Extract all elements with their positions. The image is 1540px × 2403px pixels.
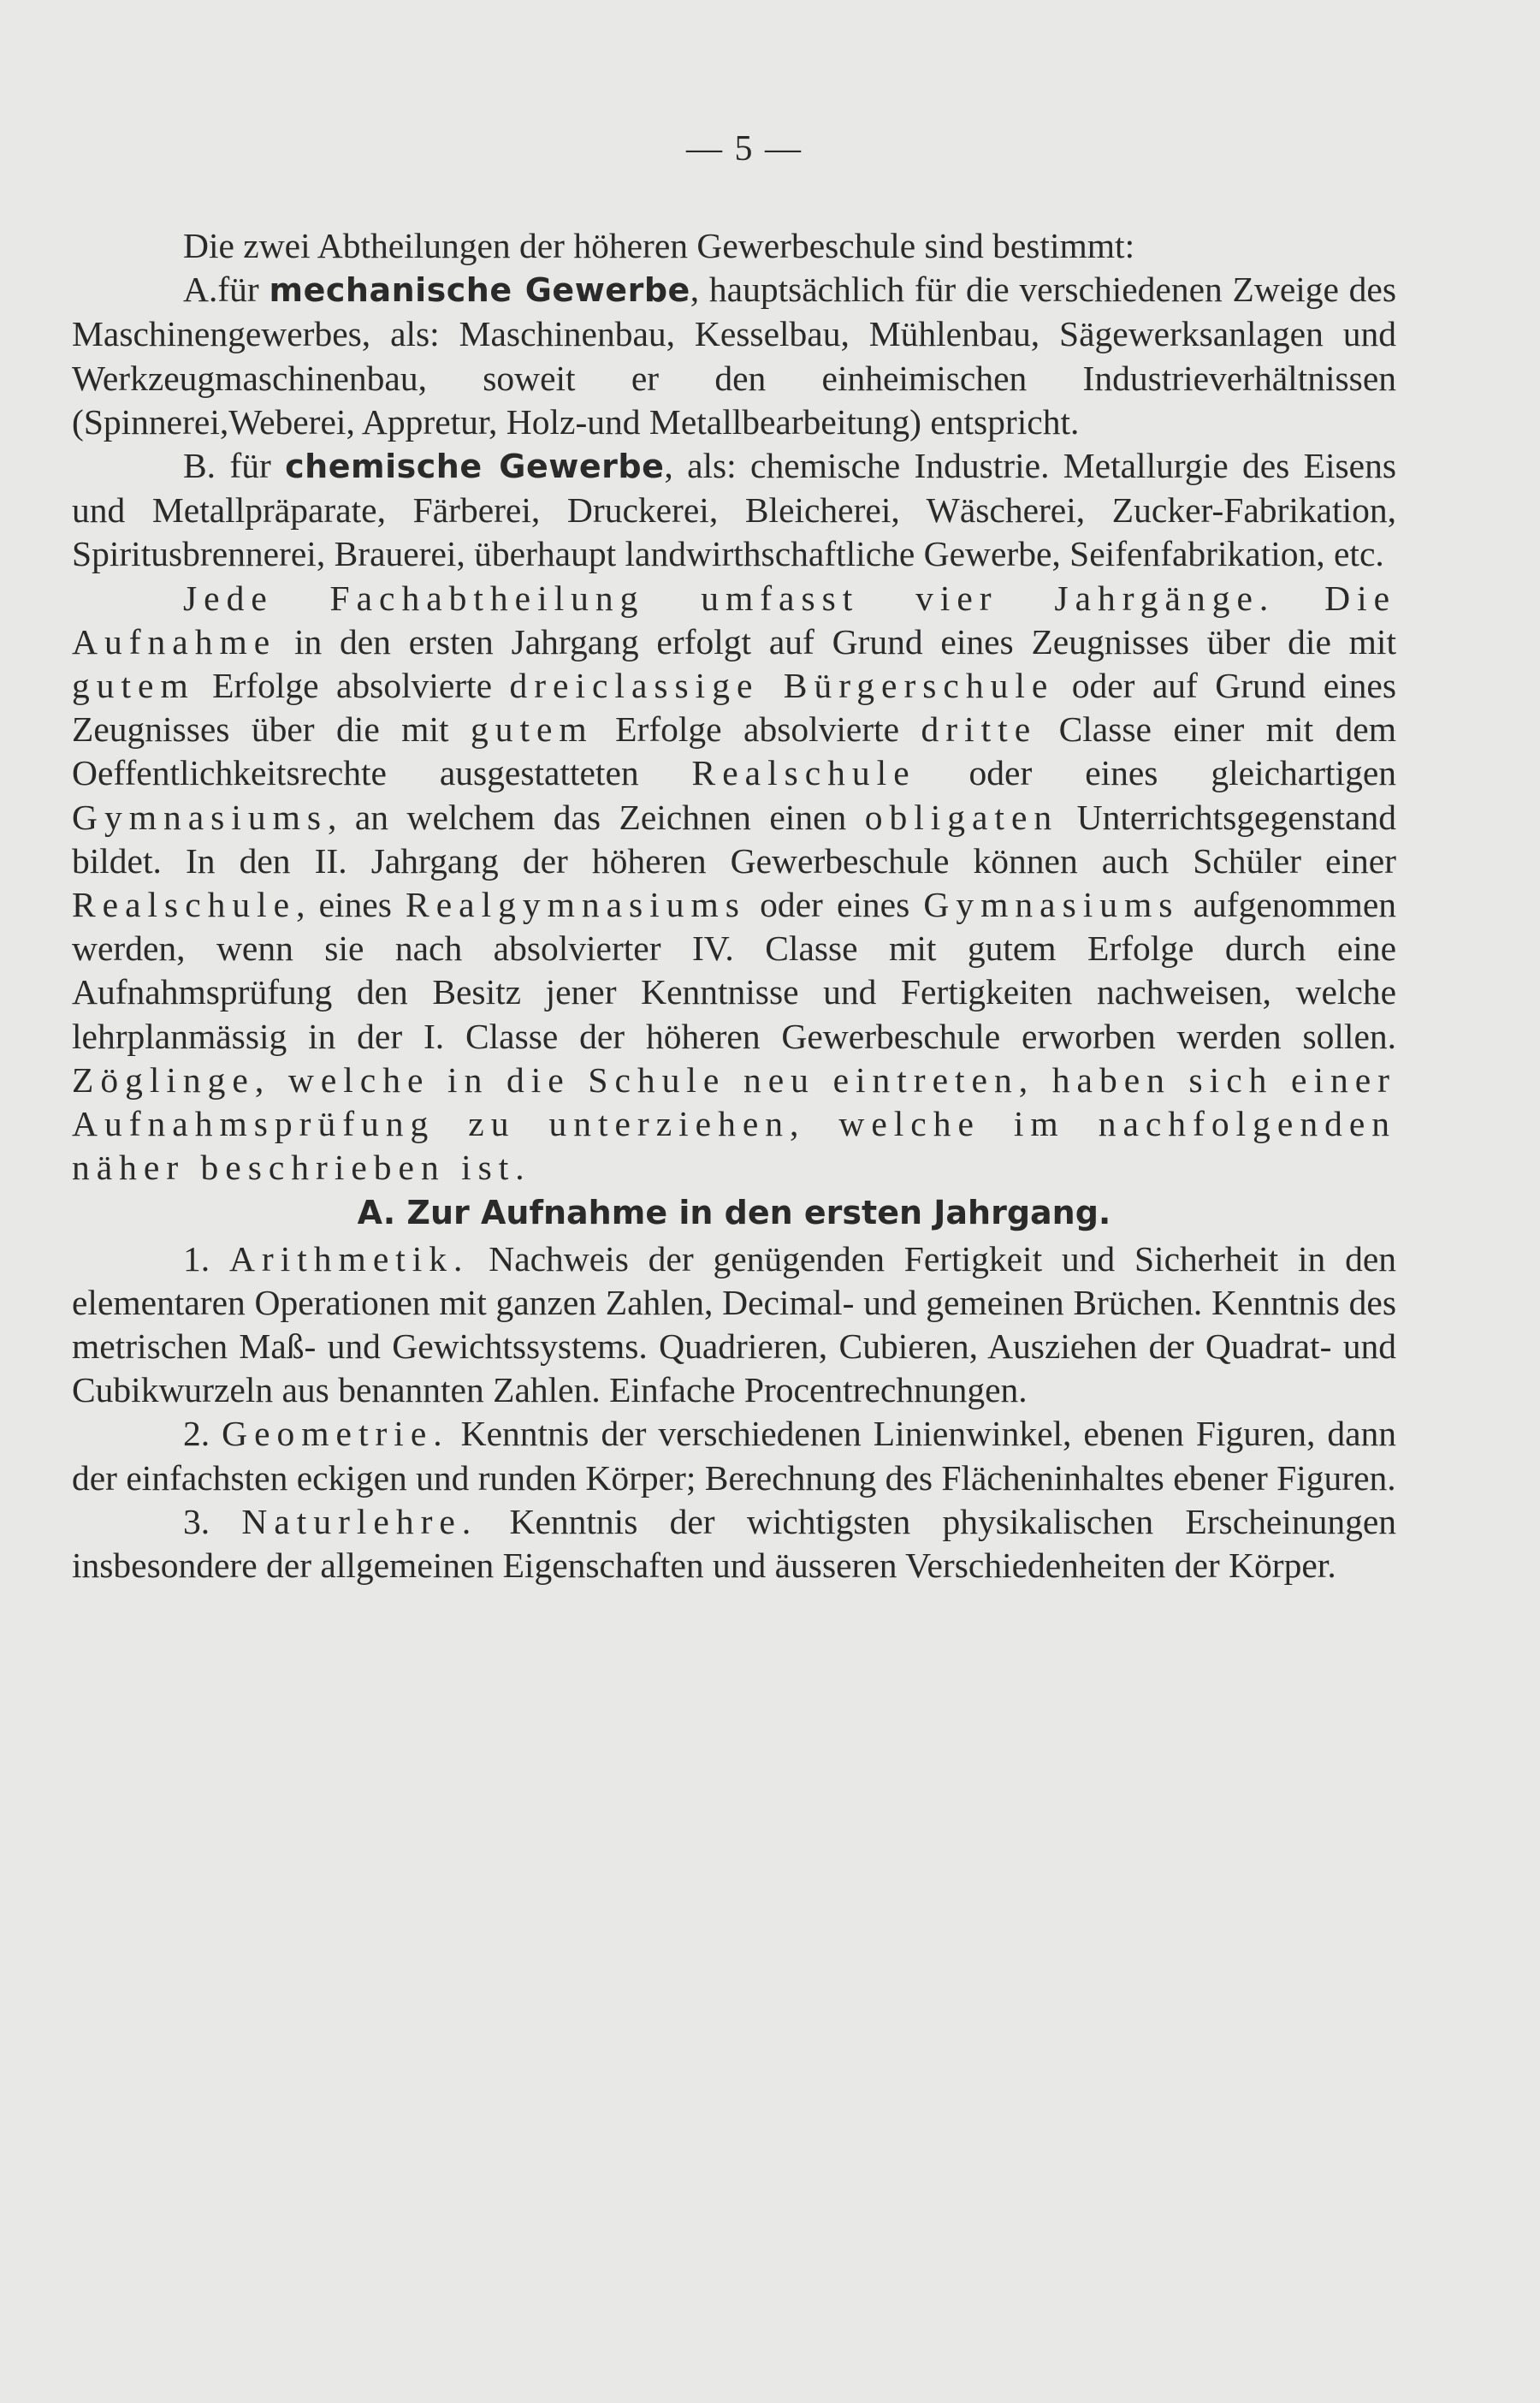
body-text: Unterrichtsgegenstand bildet. In den II. Jahrgang der höheren Gewerbeschule können auch Schüler einer (72, 797, 1396, 881)
spaced-text: dritte (921, 709, 1038, 750)
body-text: , an welchem das Zeichnen einen (328, 797, 865, 837)
body-text: Erfolge absolvierte (194, 666, 510, 706)
spaced-text: dreiclassige Bürgerschule (509, 666, 1055, 706)
paragraph-fachabtheilung (72, 577, 1396, 1190)
item-text: Nachweis der genügenden Fertigkeit und Sicherheit in den elementaren Operationen mit ganzen Zahlen, Decimal- und gemeinen Brüchen. Kenntnis des metrischen Maß- und Gewichtssystems. Quadrieren, Cubieren, Ausziehen der Quadrat- und Cubikwurzeln aus benannten Zahlen. Einfache Procentrechnungen. (72, 1238, 1397, 1410)
section-a-title: mechanische Gewerbe (269, 271, 690, 310)
section-a-prefix: A.für (183, 270, 259, 310)
item-title: Naturlehre. (241, 1501, 478, 1541)
spaced-text: Die Aufnahme (72, 578, 1397, 662)
section-a-text: , hauptsächlich für die verschiedenen Zweige des Maschinengewerbes, als: Maschinenbau, Kesselbau, Mühlenbau, Sägewerksanlagen und Werkzeugmaschinenbau, soweit er den einheimischen Industrieverhältnissen (Spinnerei,Weberei, Appretur, Holz-und Metallbearbeitung) entspricht. (72, 270, 1397, 442)
item-number: 3. (183, 1501, 210, 1541)
body-text: in den ersten Jahrgang erfolgt auf Grund eines Zeugnisses über die mit (276, 621, 1396, 662)
body-text: aufgenommen werden, wenn sie nach absolvierter IV. Classe mit gutem Erfolge durch eine Aufnahmsprüfung den Besitz jener Kenntnisse und Fertigkeiten nachweisen, welche lehrplanmässig in der I. Classe der höheren Gewerbeschule erworben werden sollen. (72, 885, 1397, 1056)
paragraph-intro: Die zwei Abtheilungen der höheren Gewerbeschule sind bestimmt: (183, 226, 1135, 265)
paragraph-section-a (72, 268, 1396, 444)
paragraph-section-b (72, 444, 1396, 577)
spaced-text: Gymnasiums (923, 885, 1180, 925)
item-number: 1. (183, 1238, 210, 1279)
list-item-naturlehre (72, 1500, 1396, 1587)
spaced-text: Realschule (691, 753, 916, 793)
body-text (1275, 578, 1324, 618)
spaced-text: Realgymnasiums (406, 885, 746, 925)
item-text: Kenntnis der wichtigsten physikalischen Erscheinungen insbesondere der allgemeinen Eigenschaften und äusseren Verschiedenheiten der Körper. (72, 1501, 1397, 1586)
list-item-geometrie (72, 1412, 1396, 1499)
spaced-text: Zöglinge, welche in die Schule neu eintreten, haben sich einer Aufnahmsprüfung zu unterziehen, welche im nachfolgenden näher beschrieben ist. (72, 1059, 1396, 1188)
spaced-text: obligaten (864, 797, 1059, 837)
body-text: Classe einer mit dem Oeffentlichkeitsrechte ausgestatteten (72, 709, 1396, 793)
section-b-prefix: B. für (183, 446, 271, 486)
section-b-title: chemische Gewerbe (285, 448, 665, 486)
body-text: oder eines (745, 885, 924, 925)
spaced-text: Realschule (72, 885, 297, 925)
body-text: Erfolge absolvierte (593, 709, 921, 750)
document-body (72, 224, 1396, 1587)
spaced-text: gutem (72, 666, 195, 706)
section-heading: A. Zur Aufnahme in den ersten Jahrgang. (357, 1194, 1111, 1232)
spaced-text: Jede Fachabtheilung umfasst vier Jahrgänge. (183, 578, 1276, 618)
item-title: Arithmetik. (228, 1238, 470, 1279)
list-item-arithmetik (72, 1237, 1396, 1413)
item-text: Kenntnis der verschiedenen Linienwinkel, ebenen Figuren, dann der einfachsten eckigen und runden Körper; Berechnung des Flächeninhaltes ebener Figuren. (72, 1414, 1396, 1498)
body-text: oder auf Grund eines Zeugnisses über die mit (72, 666, 1396, 750)
page-number: — 5 — (686, 129, 803, 169)
item-title: Geometrie. (222, 1414, 449, 1454)
spaced-text: gutem (470, 709, 594, 750)
item-number: 2. (183, 1414, 210, 1454)
spaced-text: Gymnasiums (72, 797, 329, 837)
body-text: , eines (296, 885, 406, 925)
body-text: oder eines gleichartigen (915, 753, 1396, 793)
section-b-text: , als: chemische Industrie. Metallurgie des Eisens und Metallpräparate, Färberei, Druckerei, Bleicherei, Wäscherei, Zucker-Fabrikation, Spiritusbrennerei, Brauerei, überhaupt landwirthschaftliche Gewerbe, Seifenfabrikation, etc. (72, 446, 1397, 574)
